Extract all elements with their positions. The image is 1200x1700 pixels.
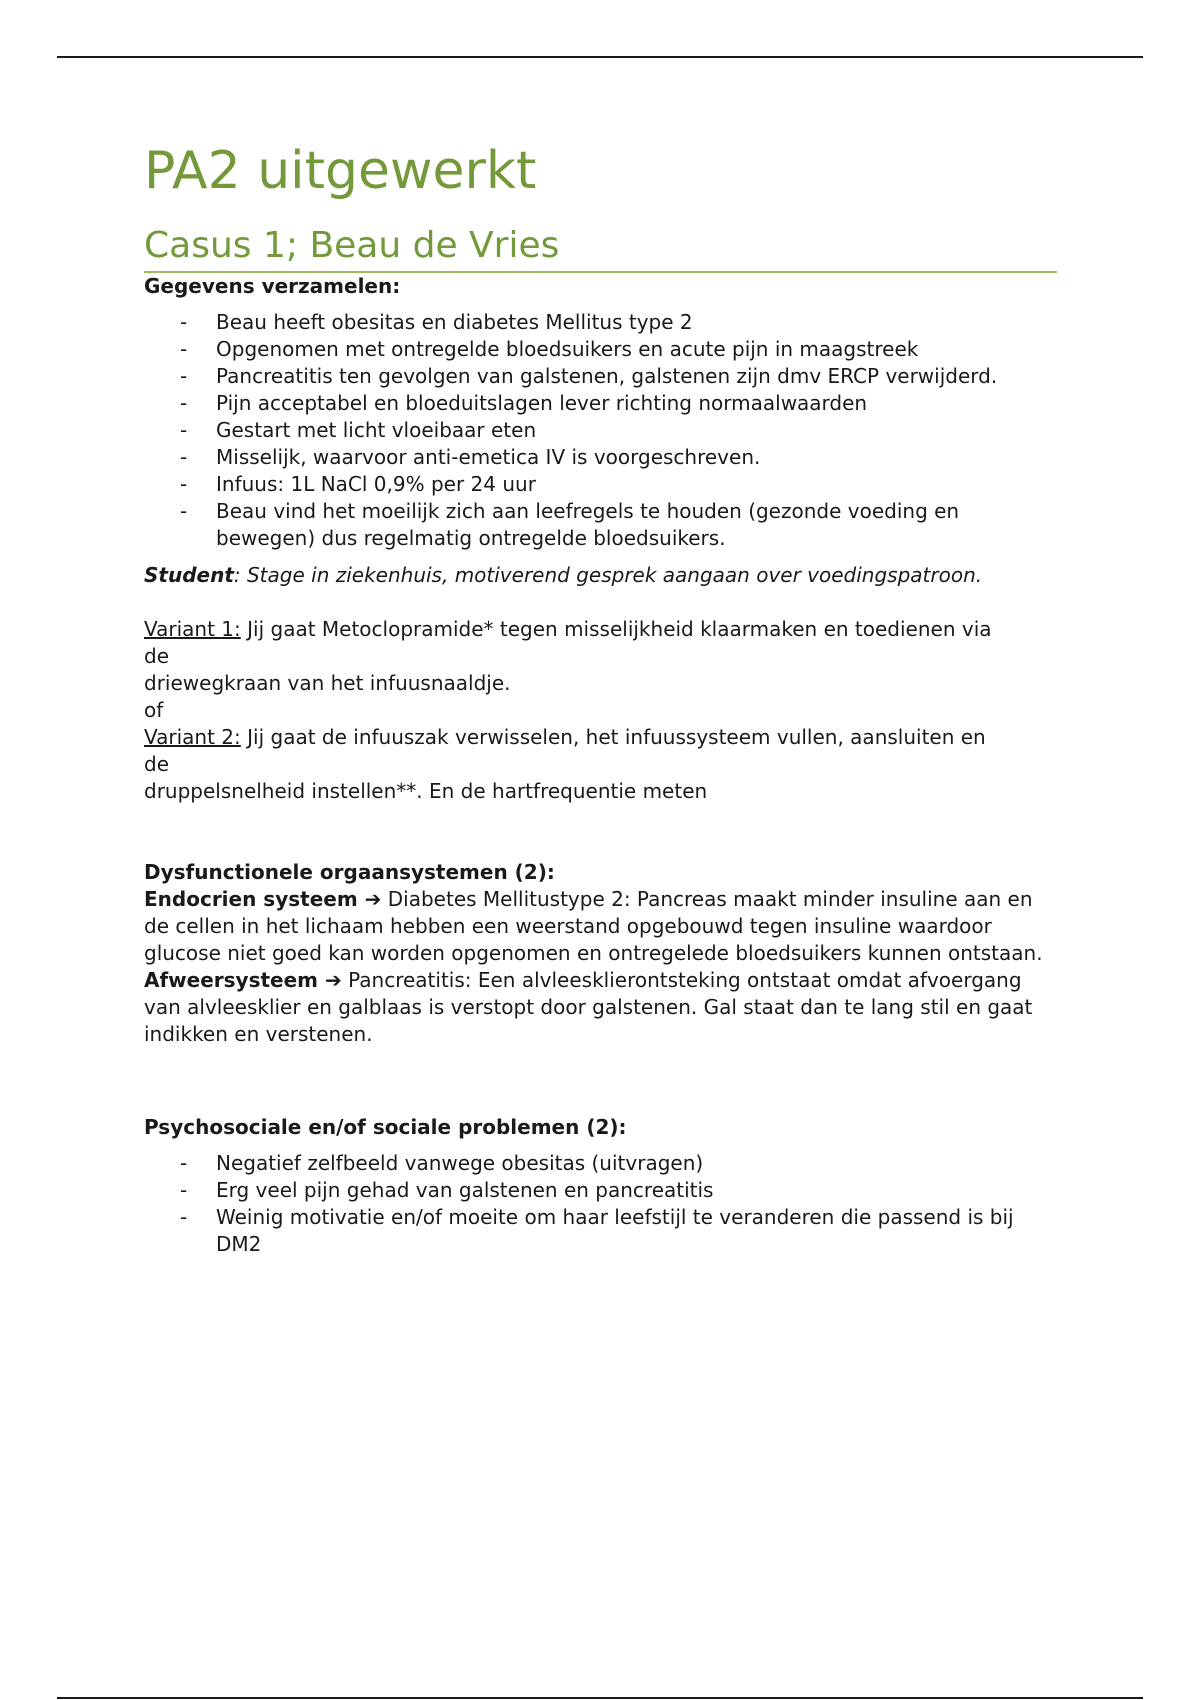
case-title: Casus 1; Beau de Vries — [144, 223, 1057, 273]
list-item: - Gestart met licht vloeibaar eten — [144, 417, 1057, 444]
arrow-icon: ➔ — [364, 887, 382, 911]
list-item: - Weinig motivatie en/of moeite om haar leefstijl te veranderen die passend is bij DM2 — [144, 1204, 1057, 1258]
endocrien-paragraph — [144, 886, 1057, 967]
variant-2-text: Jij gaat de infuuszak verwisselen, het infuussysteem vullen, aansluiten en — [240, 725, 986, 749]
psychosociaal-heading: Psychosociale en/of sociale problemen (2): — [144, 1115, 627, 1139]
list-item: - Pijn acceptabel en bloeduitslagen lever richting normaalwaarden — [144, 390, 1057, 417]
afweer-text: Pancreatitis: Een alvleesklierontsteking ontstaat omdat afvoergang van alvleesklier en galblaas is verstopt door galstenen. Gal staat dan te lang stil en gaat indikken en verstenen. — [144, 968, 1033, 1046]
student-line — [144, 562, 1057, 589]
psychosociaal-block — [144, 1114, 1057, 1258]
document-body — [144, 140, 1057, 1258]
student-label: Student — [144, 563, 234, 587]
psychosociaal-list — [144, 1150, 1057, 1258]
list-item: - Beau heeft obesitas en diabetes Mellitus type 2 — [144, 309, 1057, 336]
variant-2-text-end: druppelsnelheid instellen**. En de hartfrequentie meten — [144, 779, 708, 803]
list-item: - Pancreatitis ten gevolgen van galstenen, galstenen zijn dmv ERCP verwijderd. — [144, 363, 1057, 390]
variant-1-text: Jij gaat Metoclopramide* tegen misselijkheid klaarmaken en toedienen via — [240, 617, 992, 641]
variant-1-text-cont: de — [144, 644, 169, 668]
student-text: : Stage in ziekenhuis, motiverend gesprek aangaan over voedingspatroon. — [233, 563, 983, 587]
variant-1-text-end: driewegkraan van het infuusnaaldje. — [144, 671, 511, 695]
header-rule — [57, 56, 1143, 58]
footer-rule — [57, 1697, 1143, 1699]
endocrien-label: Endocrien systeem — [144, 887, 365, 911]
list-item: - Misselijk, waarvoor anti-emetica IV is voorgeschreven. — [144, 444, 1057, 471]
variants-block — [144, 616, 1057, 805]
list-item: - Opgenomen met ontregelde bloedsuikers en acute pijn in maagstreek — [144, 336, 1057, 363]
variant-2-label: Variant 2: — [144, 725, 241, 749]
endocrien-text: Diabetes Mellitustype 2: Pancreas maakt minder insuline aan en de cellen in het lichaam hebben een weerstand opgebouwd tegen insuline waardoor glucose niet goed kan worden opgenomen en ontregelede bloedsuikers kunnen ontstaan. — [144, 887, 1043, 965]
list-item: - Negatief zelfbeeld vanwege obesitas (uitvragen) — [144, 1150, 1057, 1177]
document-title: PA2 uitgewerkt — [144, 141, 537, 201]
list-item: - Beau vind het moeilijk zich aan leefregels te houden (gezonde voeding en bewegen) dus regelmatig ontregelde bloedsuikers. — [144, 498, 1057, 552]
afweer-paragraph — [144, 967, 1057, 1048]
arrow-icon: ➔ — [325, 968, 342, 992]
variant-2-text-cont: de — [144, 752, 169, 776]
gegevens-list — [144, 309, 1057, 552]
gegevens-heading: Gegevens verzamelen: — [144, 274, 401, 298]
afweer-label: Afweersysteem — [144, 968, 325, 992]
dysfunctie-block — [144, 859, 1057, 1048]
dysfunctie-heading: Dysfunctionele orgaansystemen (2): — [144, 860, 555, 884]
variant-1-label: Variant 1: — [144, 617, 241, 641]
list-item: - Erg veel pijn gehad van galstenen en pancreatitis — [144, 1177, 1057, 1204]
variant-or: of — [144, 698, 164, 722]
list-item: - Infuus: 1L NaCl 0,9% per 24 uur — [144, 471, 1057, 498]
